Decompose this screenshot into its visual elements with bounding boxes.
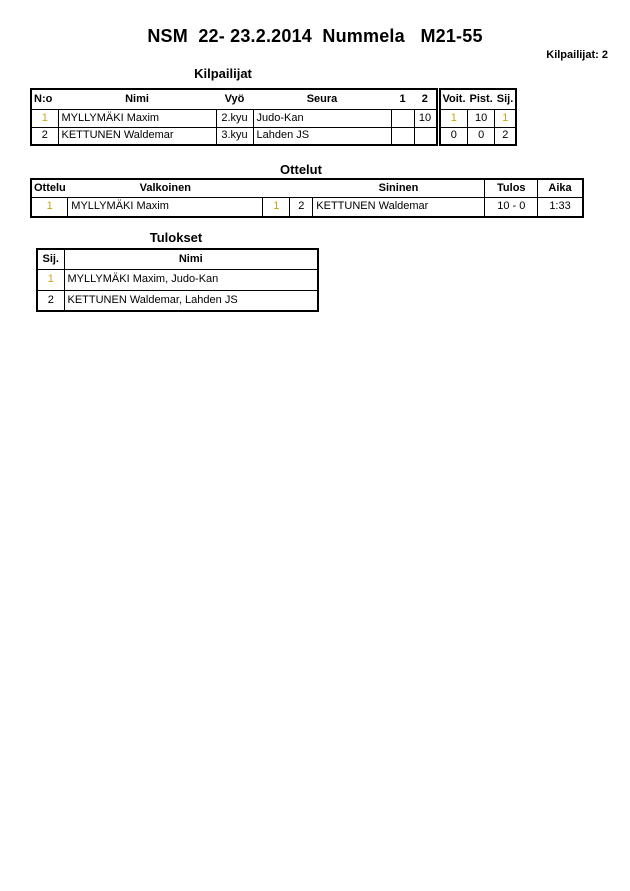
cell-tulos: 10 - 0: [485, 197, 538, 217]
cell-seura: Judo-Kan: [253, 109, 391, 127]
col-header-sij: Sij.: [495, 89, 517, 109]
table-row: [31, 109, 516, 127]
cell-placement: 1: [37, 269, 64, 290]
col-header-opponent-2: 2: [414, 89, 438, 109]
kilpailijat-table: [30, 88, 517, 146]
col-header-opponent-1: 1: [391, 89, 414, 109]
cell-placement: 2: [37, 290, 64, 311]
col-header-sij: Sij.: [37, 249, 64, 269]
col-header-tulos: Tulos: [485, 179, 538, 197]
col-header-aika: Aika: [538, 179, 583, 197]
cell-nimi: MYLLYMÄKI Maxim: [58, 109, 216, 127]
cell-nimi: KETTUNEN Waldemar: [58, 127, 216, 145]
section-heading-kilpailijat: Kilpailijat: [194, 66, 252, 81]
cell-pist: 0: [468, 127, 495, 145]
table-row: [37, 290, 318, 311]
cell-sij: 1: [495, 109, 517, 127]
col-header-valkoinen: Valkoinen: [68, 179, 263, 197]
competitors-count-label: Kilpailijat: 2: [546, 49, 608, 61]
cell-no: 1: [31, 109, 58, 127]
cell-name-club: MYLLYMÄKI Maxim, Judo-Kan: [64, 269, 318, 290]
table-row: [31, 127, 516, 145]
cell-vyo: 2.kyu: [216, 109, 253, 127]
cell-no: 2: [31, 127, 58, 145]
cell-blue-number: 2: [290, 197, 313, 217]
page-title: NSM 22- 23.2.2014 Nummela M21-55: [147, 26, 483, 46]
cell-sij: 2: [495, 127, 517, 145]
ottelut-header-row: [31, 179, 583, 197]
cell-seura: Lahden JS: [253, 127, 391, 145]
cell-voit: 1: [438, 109, 468, 127]
cell-blue-name: KETTUNEN Waldemar: [313, 197, 485, 217]
cell-white-number: 1: [263, 197, 290, 217]
tulokset-header-row: [37, 249, 318, 269]
table-row: [31, 197, 583, 217]
col-header-white-no: [263, 179, 290, 197]
col-header-ottelu: Ottelu: [31, 179, 68, 197]
cell-score-vs-2: [414, 127, 438, 145]
col-header-pist: Pist.: [468, 89, 495, 109]
col-header-seura: Seura: [253, 89, 391, 109]
col-header-no: N:o: [31, 89, 58, 109]
cell-score-vs-1: [391, 127, 414, 145]
ottelut-table: [30, 178, 584, 218]
col-header-nimi: Nimi: [64, 249, 318, 269]
cell-pist: 10: [468, 109, 495, 127]
cell-aika: 1:33: [538, 197, 583, 217]
section-heading-tulokset: Tulokset: [149, 230, 203, 245]
col-header-nimi: Nimi: [58, 89, 216, 109]
col-header-sininen: Sininen: [313, 179, 485, 197]
cell-score-vs-1: [391, 109, 414, 127]
kilpailijat-header-row: [31, 89, 516, 109]
col-header-vyo: Vyö: [216, 89, 253, 109]
cell-voit: 0: [438, 127, 468, 145]
cell-match-number: 1: [31, 197, 68, 217]
section-heading-ottelut: Ottelut: [280, 162, 322, 177]
col-header-voit: Voit.: [438, 89, 468, 109]
cell-white-name: MYLLYMÄKI Maxim: [68, 197, 263, 217]
col-header-blue-no: [290, 179, 313, 197]
cell-vyo: 3.kyu: [216, 127, 253, 145]
table-row: [37, 269, 318, 290]
cell-score-vs-2: 10: [414, 109, 438, 127]
cell-name-club: KETTUNEN Waldemar, Lahden JS: [64, 290, 318, 311]
tulokset-table: [36, 248, 319, 312]
